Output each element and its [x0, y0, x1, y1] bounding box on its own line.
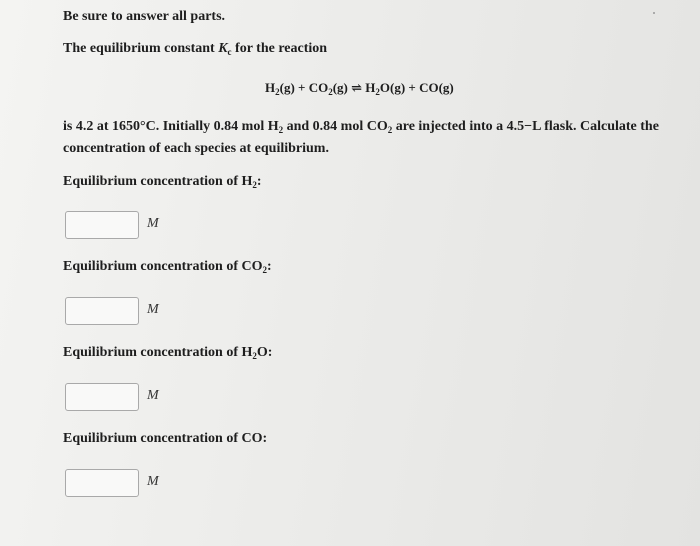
question-h2o-label — [63, 345, 272, 361]
answer-input-h2[interactable] — [65, 211, 139, 239]
unit-molarity-co: M — [147, 474, 159, 489]
q3-suffix: O: — [256, 345, 273, 360]
q1-sub: 2 — [252, 180, 257, 190]
eq-h2: H — [265, 80, 276, 95]
q2-prefix: Equilibrium concentration of CO — [63, 259, 263, 274]
unit-molarity-h2o: M — [147, 388, 159, 403]
eq-h2-sub: 2 — [275, 87, 280, 97]
instructions-text: Be sure to answer all parts. — [63, 9, 226, 24]
eq-co2-state: (g) — [332, 80, 352, 95]
k-subscript: c — [227, 47, 232, 57]
answer-input-co2[interactable] — [65, 297, 139, 325]
answer-input-h2o[interactable] — [65, 383, 139, 411]
q2-suffix: : — [267, 259, 272, 274]
eq-co2-sub: 2 — [328, 87, 333, 97]
q3-prefix: Equilibrium concentration of H — [63, 345, 253, 360]
q4-prefix: Equilibrium concentration of CO: — [63, 431, 268, 446]
question-h2-label — [63, 174, 262, 190]
question-co-label — [63, 431, 267, 447]
eq-h2-state: (g) + CO — [279, 80, 329, 95]
problem-part3: are injected into a 4.5−L flask. Calculate the concentration of each species at equilibrium. — [63, 119, 659, 156]
problem-co2-sub: 2 — [387, 125, 393, 135]
eq-h2o-sub: 2 — [375, 87, 380, 97]
unit-molarity-h2: M — [147, 216, 159, 231]
problem-part2: and 0.84 mol CO — [283, 119, 388, 134]
k-symbol: K — [218, 41, 228, 56]
intro-prefix: The equilibrium constant — [63, 41, 219, 56]
eq-h2o-rest: O(g) + CO(g) — [379, 80, 454, 95]
problem-part1: is 4.2 at 1650°C. Initially 0.84 mol H — [63, 119, 279, 134]
intro-suffix: for the reaction — [231, 41, 328, 56]
reaction-equation — [265, 80, 454, 96]
q1-suffix: : — [256, 174, 262, 189]
equilibrium-arrow: ⇌ — [351, 80, 363, 95]
problem-h2-sub: 2 — [278, 125, 284, 135]
problem-statement — [63, 116, 663, 160]
q2-sub: 2 — [262, 265, 268, 275]
question-co2-label — [63, 259, 272, 275]
answer-input-co[interactable] — [65, 469, 139, 497]
q1-prefix: Equilibrium concentration of H — [63, 174, 253, 189]
unit-molarity-co2: M — [147, 302, 159, 317]
intro-text — [63, 41, 327, 57]
eq-h2o-h: H — [362, 80, 376, 95]
corner-mark — [653, 12, 655, 14]
q3-sub: 2 — [252, 351, 257, 361]
